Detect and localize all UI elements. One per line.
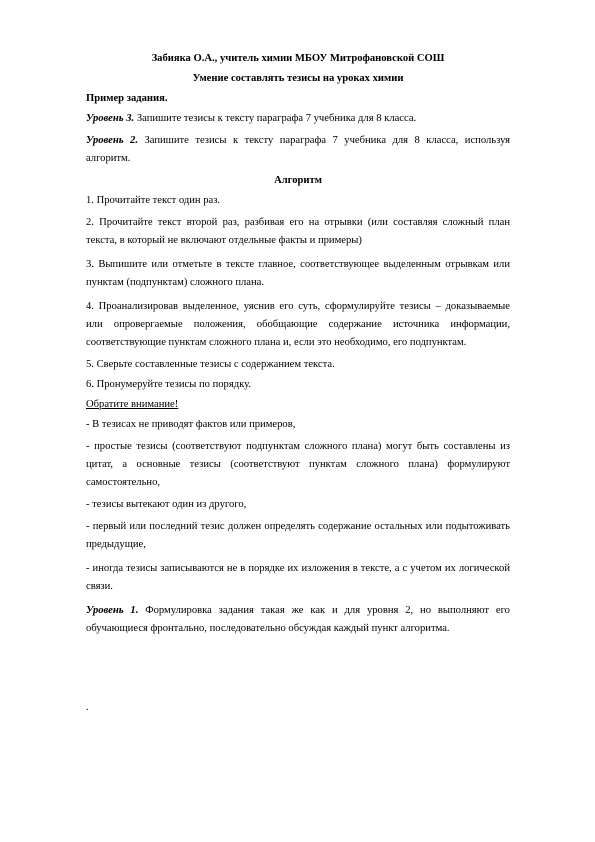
algorithm-step: 1. Прочитайте текст один раз. [86,195,221,206]
notice-item: - простые тезисы (соответствуют подпунктам сложного плана) могут быть составлены из цитат, а основные тезисы (соответствуют пунктам сложного плана) формулируют самостоятельно, [86,441,510,488]
document-page [86,52,510,638]
level2-label: Уровень 2. [86,135,138,146]
level3-label: Уровень 3. [86,113,135,124]
stray-mark: . [86,702,89,713]
level2-paragraph [86,132,510,168]
algorithm-steps [86,194,510,392]
author-line: Забияка О.А., учитель химии МБОУ Митрофановской СОШ [151,53,445,64]
notice-item: - первый или последний тезис должен определять содержание остальных или подытоживать предыдущие, [86,521,510,550]
notice-item: - иногда тезисы записываются не в порядке их изложения в тексте, а с учетом их логической связи. [86,563,510,592]
algorithm-step: 5. Сверьте составленные тезисы с содержанием текста. [86,359,335,370]
level1-label: Уровень 1. [86,605,139,616]
algorithm-step: 2. Прочитайте текст второй раз, разбивая его на отрывки (или составляя сложный план текста, в который не включают отдельные факты и примеры) [86,217,510,246]
notice-list [86,418,510,596]
level2-text: Запишите тезисы к тексту параграфа 7 учебника для 8 класса, используя алгоритм. [86,135,510,164]
level1-text: Формулировка задания такая же как и для уровня 2, но выполняют его обучающиеся фронтально, последовательно обсуждая каждый пункт алгоритма. [86,605,510,634]
level1-paragraph [86,602,510,638]
notice-item: - В тезисах не приводят фактов или примеров, [86,419,296,430]
algorithm-step: 4. Проанализировав выделенное, уяснив его суть, сформулируйте тезисы – доказываемые или опровергаемые положения, обобщающие содержание источника информации, соответствующие пунктам сложного плана и, если это необходимо, его подпунктам. [86,301,510,348]
algorithm-step: 6. Пронумеруйте тезисы по порядку. [86,379,251,390]
level3-text: Запишите тезисы к тексту параграфа 7 учебника для 8 класса. [134,113,417,124]
notice-title: Обратите внимание! [86,399,179,410]
example-label: Пример задания. [86,93,168,104]
level3-paragraph [86,112,510,126]
algorithm-step: 3. Выпишите или отметьте в тексте главное, соответствующее выделенным отрывкам или пунктам (подпунктам) сложного плана. [86,259,510,288]
document-title: Умение составлять тезисы на уроках химии [192,73,404,84]
notice-item: - тезисы вытекают один из другого, [86,499,247,510]
algorithm-title: Алгоритм [274,175,322,186]
